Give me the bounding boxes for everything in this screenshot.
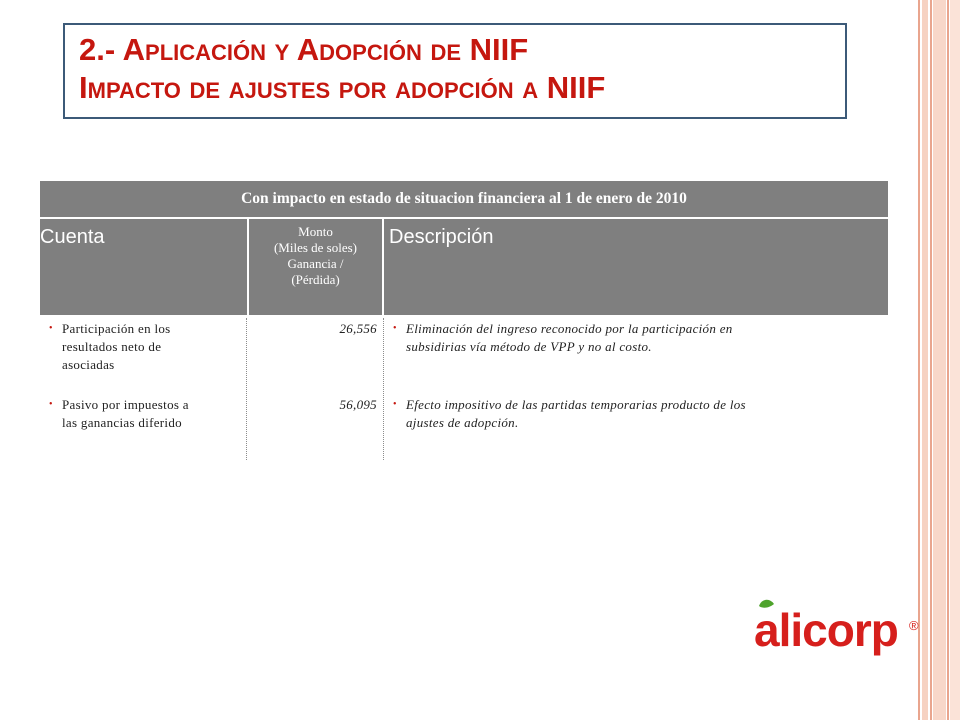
decor-stripe <box>947 0 949 720</box>
bullet-icon: • <box>49 399 53 410</box>
decor-stripe <box>930 0 932 720</box>
table-row-2-descripcion <box>406 396 886 432</box>
decor-stripe <box>922 0 928 720</box>
registered-mark: ® <box>909 618 919 633</box>
header-monto-line: (Miles de soles) <box>273 240 358 255</box>
column-separator <box>382 219 384 315</box>
slide-title-box <box>63 23 847 119</box>
header-monto-line: Monto <box>298 224 333 239</box>
cell-line: las ganancias diferido <box>62 415 182 430</box>
logo-text: alicorp <box>754 604 898 656</box>
title-line-2: Impacto de ajustes por adopción a NIIF <box>79 70 606 105</box>
cell-line: ajustes de adopción. <box>406 415 519 430</box>
header-cuenta: Cuenta <box>40 226 105 248</box>
cell-line: Pasivo por impuestos a <box>62 397 189 412</box>
cell-line: subsidirias vía método de VPP y no al costo. <box>406 339 652 354</box>
table-banner: Con impacto en estado de situacion financiera al 1 de enero de 2010 <box>40 181 888 219</box>
decor-stripe <box>933 0 946 720</box>
bullet-icon: • <box>393 399 397 410</box>
cell-line: Participación en los <box>62 321 171 336</box>
cell-line: asociadas <box>62 357 115 372</box>
table-header <box>40 181 888 315</box>
cell-line: Efecto impositivo de las partidas temporarias producto de los <box>406 397 746 412</box>
column-divider <box>246 318 247 460</box>
cell-line: resultados neto de <box>62 339 162 354</box>
header-descripcion: Descripción <box>389 226 494 248</box>
bullet-icon: • <box>49 323 53 334</box>
decor-stripe <box>950 0 960 720</box>
table-row-2-cuenta <box>62 396 242 432</box>
cell-line: Eliminación del ingreso reconocido por la participación en <box>406 321 733 336</box>
header-monto-line: Ganancia / <box>287 256 344 271</box>
header-monto <box>249 224 382 288</box>
table-row-2-monto: 56,095 <box>339 397 377 412</box>
table-row-1-descripcion <box>406 320 886 356</box>
bullet-icon: • <box>393 323 397 334</box>
title-line-1: 2.- Aplicación y Adopción de NIIF <box>79 32 529 67</box>
table-row-1-cuenta <box>62 320 242 374</box>
column-divider <box>383 318 384 460</box>
alicorp-logo <box>754 596 920 666</box>
table-row-1-monto: 26,556 <box>339 321 377 336</box>
header-monto-line: (Pérdida) <box>291 272 340 287</box>
